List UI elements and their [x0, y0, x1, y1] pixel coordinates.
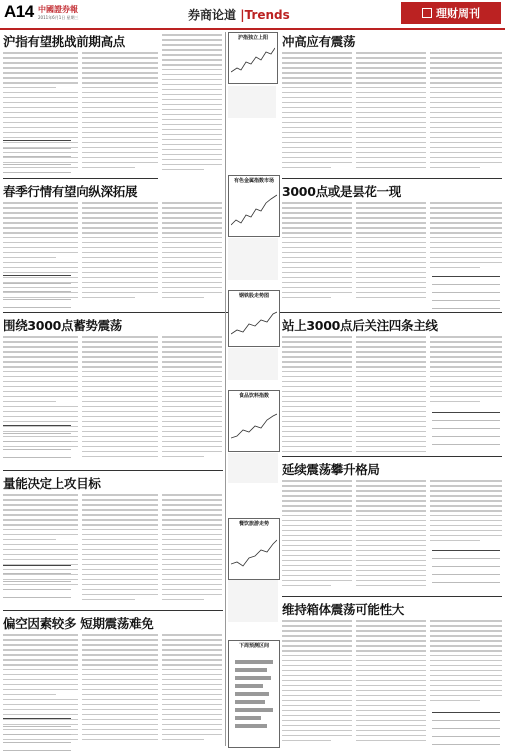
article-6-body-3 — [430, 52, 502, 172]
article-3-body-3 — [162, 336, 222, 464]
article-9-body — [282, 480, 352, 590]
chart-caption — [228, 348, 278, 380]
article-8-body-3 — [430, 336, 502, 408]
article-1-body-2 — [82, 52, 158, 174]
forecast-table — [3, 718, 71, 751]
chart-bars — [231, 650, 277, 740]
chart-line — [231, 400, 277, 448]
article-4-body-2 — [82, 494, 158, 604]
section-title: 券商论道 |Trends — [188, 8, 290, 22]
article-1 — [3, 32, 158, 50]
article-6-body — [282, 52, 352, 172]
article-7-body-2 — [356, 202, 426, 307]
article-4-body-3 — [162, 494, 222, 604]
chart-title: 有色金属指数市场 — [233, 178, 274, 184]
article-title: 围绕3000点蓄势震荡 — [3, 318, 122, 333]
divider — [282, 456, 502, 457]
article-1-body-3 — [162, 34, 222, 174]
divider — [3, 178, 158, 179]
forecast-table — [3, 275, 71, 308]
article-7 — [282, 182, 502, 200]
article-6-body-2 — [356, 52, 426, 172]
article-2 — [3, 182, 158, 200]
article-10 — [282, 600, 502, 618]
divider — [282, 312, 502, 313]
article-8-body — [282, 336, 352, 464]
forecast-table — [432, 412, 500, 445]
chart-title: 钢铁股走势图 — [238, 293, 269, 299]
chart-title: 餐饮旅游走势 — [238, 521, 269, 527]
divider — [282, 596, 502, 597]
article-8 — [282, 316, 502, 334]
forecast-table — [432, 712, 500, 745]
chart-nonferrous — [228, 175, 280, 237]
article-6 — [282, 32, 502, 50]
forecast-table — [3, 425, 71, 458]
forecast-table — [432, 550, 500, 583]
article-title: 站上3000点后关注四条主线 — [282, 318, 438, 333]
article-7-body-3 — [430, 202, 502, 272]
divider — [3, 610, 223, 611]
article-4 — [3, 474, 203, 492]
article-8-body-2 — [356, 336, 426, 464]
article-3-body-2 — [82, 336, 158, 464]
article-10-body-2 — [356, 620, 426, 746]
chart-title: 食品饮料指数 — [238, 393, 269, 399]
divider — [3, 470, 223, 471]
chart-title: 沪指独立上阳 — [237, 35, 268, 41]
article-5-body-3 — [162, 634, 222, 746]
article-title: 维持箱体震荡可能性大 — [282, 602, 405, 617]
chart-title: 下周预测区间 — [238, 643, 269, 649]
article-title: 量能决定上攻目标 — [3, 476, 101, 491]
chart-caption — [228, 580, 278, 622]
article-title: 春季行情有望向纵深拓展 — [3, 184, 138, 199]
forecast-table — [3, 140, 71, 173]
article-title: 冲高应有震荡 — [282, 34, 356, 49]
chart-caption — [228, 86, 276, 118]
chart-line — [231, 42, 275, 80]
chart-forecast-range — [228, 640, 280, 748]
chart-food-beverage — [228, 390, 280, 452]
brand-badge: 理财周刊 — [401, 2, 501, 24]
article-9-body-3 — [430, 480, 502, 545]
chart-line — [231, 185, 277, 233]
brand-logo-icon — [422, 8, 432, 18]
column-divider — [225, 32, 226, 746]
article-10-body — [282, 620, 352, 746]
masthead — [0, 0, 505, 30]
article-title: 延续震荡攀升格局 — [282, 462, 380, 477]
article-2-body-3 — [162, 202, 222, 307]
divider — [282, 178, 502, 179]
article-9-body-2 — [356, 480, 426, 590]
article-9 — [282, 460, 502, 478]
chart-steel — [228, 290, 280, 347]
article-title: 3000点或是昙花一现 — [282, 184, 401, 199]
article-5 — [3, 614, 233, 632]
date-line: 2011年6月1日 星期三 — [38, 15, 79, 20]
article-2-body-2 — [82, 202, 158, 307]
chart-caption — [228, 238, 278, 280]
chart-sh-index — [228, 32, 278, 84]
forecast-table — [432, 276, 500, 309]
chart-line — [231, 528, 277, 576]
chart-caption — [228, 453, 278, 483]
page-number: A14 — [4, 2, 34, 21]
chart-catering-tourism — [228, 518, 280, 580]
article-7-body — [282, 202, 352, 307]
forecast-table — [3, 565, 71, 598]
article-title: 偏空因素较多 短期震荡难免 — [3, 616, 154, 631]
paper-name: 中國證券報 — [38, 4, 78, 14]
article-5-body-2 — [82, 634, 158, 746]
article-3 — [3, 316, 203, 334]
chart-line — [231, 300, 277, 344]
article-title: 沪指有望挑战前期高点 — [3, 34, 126, 49]
article-10-body-3 — [430, 620, 502, 710]
